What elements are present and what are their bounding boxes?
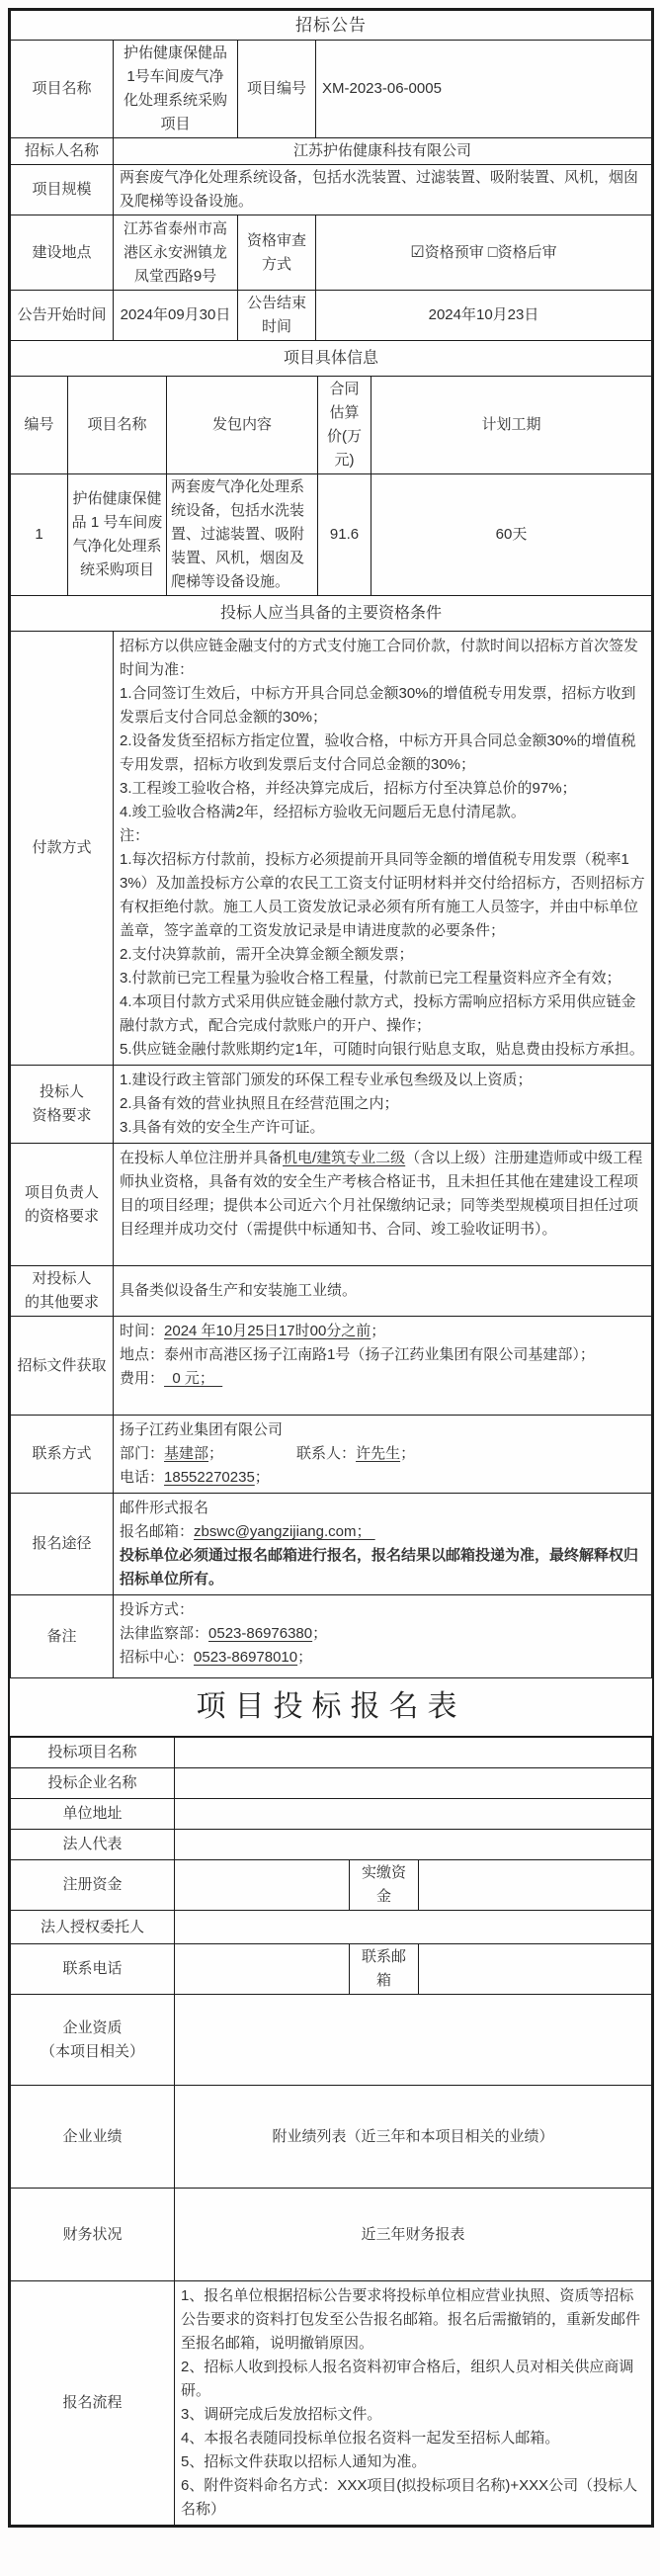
obtain-time-line: 时间：2024 年10月25日17时00分之前； — [120, 1323, 386, 1339]
tenderee-name-value: 江苏护佑健康科技有限公司 — [114, 138, 652, 165]
bidder-qualification-label: 投标人 资格要求 — [11, 1066, 114, 1144]
underlined-text: 2024 年10月25日17时00分之前 — [164, 1323, 371, 1339]
form-email-value — [419, 1944, 652, 1995]
obtain-address-line: 地点：泰州市高港区扬子江南路1号（扬子江药业集团有限公司基建部）； — [120, 1346, 595, 1363]
signup-email-line: 报名邮箱：zbswc@yangzijiang.com； — [120, 1523, 375, 1540]
tenderee-name-label: 招标人名称 — [11, 138, 114, 165]
payment-paragraph: 3.工程竣工验收合格，并经决算完成后，招标方付至决算总价的97%； — [120, 780, 577, 797]
document-obtain-label: 招标文件获取 — [11, 1317, 114, 1416]
announcement-title: 招标公告 — [11, 11, 652, 41]
project-scale-label: 项目规模 — [11, 165, 114, 215]
qualification-section-header: 投标人应当具备的主要资格条件 — [11, 596, 652, 632]
qualification-item: 1.建设行政主管部门颁发的环保工程专业承包叁级及以上资质； — [120, 1072, 533, 1088]
process-step: 3、调研完成后发放招标文件。 — [181, 2406, 382, 2423]
project-manager-qualification-label: 项目负责人 的资格要求 — [11, 1144, 114, 1266]
project-detail-table — [10, 376, 652, 596]
postqualification-option-label: 资格后审 — [497, 243, 557, 261]
announce-end-value: 2024年10月23日 — [316, 291, 652, 341]
form-performance-value: 附业绩列表（近三年和本项目相关的业绩） — [175, 2086, 652, 2189]
announce-start-value: 2024年09月30日 — [114, 291, 238, 341]
process-step: 2、招标人收到投标人报名资料初审合格后，组织人员对相关供应商调研。 — [181, 2359, 634, 2399]
form-finance-label: 财务状况 — [11, 2189, 175, 2281]
project-number-value: XM-2023-06-0005 — [316, 41, 652, 138]
table-row — [11, 474, 652, 596]
underlined-text: 基建部 — [164, 1445, 209, 1462]
form-legal-representative-value — [175, 1830, 652, 1860]
form-authorized-delegate-value — [175, 1911, 652, 1944]
table-row — [11, 1768, 652, 1799]
postqualification-checkbox-icon: □ — [487, 243, 498, 261]
table-row — [11, 165, 652, 215]
payment-paragraph: 招标方以供应链金融支付的方式支付施工合同价款，付款时间以招标方首次签发时间为准： — [120, 638, 639, 678]
signup-type-line: 邮件形式报名 — [120, 1500, 209, 1516]
detail-row-content: 两套废气净化处理系统设备，包括水洗装置、过滤装置、吸附装置、风机，烟囱及爬梯等设备设施。 — [167, 474, 318, 596]
table-row — [11, 1799, 652, 1830]
form-project-name-label: 投标项目名称 — [11, 1738, 175, 1768]
payment-paragraph: 4.竣工验收合格满2年，经招标方验收无问题后无息付清尾款。 — [120, 804, 526, 820]
phone-number: 18552270235 — [164, 1469, 255, 1486]
underlined-text: 许先生 — [356, 1445, 401, 1462]
detail-row-name: 护佑健康保健品 1 号车间废气净化处理系统采购项目 — [68, 474, 167, 596]
table-row — [11, 1860, 652, 1911]
form-address-label: 单位地址 — [11, 1799, 175, 1830]
project-manager-qualification-value: 在投标人单位注册并具备机电/建筑专业二级（含以上级）注册建造师或中级工程师执业资格，具备有效的安全生产考核合格证书，且未担任其他在建建设工程项目的项目经理；提供本公司近六个月社保缴纳记录；同等类型规模项目担任过项目经理并成功交付（需提供中标通知书、合同、竣工验收证明书）。 — [114, 1144, 652, 1266]
column-header-content: 发包内容 — [167, 377, 318, 474]
remark-value — [114, 1595, 652, 1678]
qualification-item: 2.具备有效的营业执照且在经营范围之内； — [120, 1095, 399, 1112]
announce-end-label: 公告结束时间 — [238, 291, 316, 341]
legal-dept-line: 法律监察部：0523-86976380； — [120, 1625, 328, 1642]
announce-start-label: 公告开始时间 — [11, 291, 114, 341]
table-row — [11, 2086, 652, 2189]
process-step: 4、本报名表随同投标单位报名资料一起发至招标人邮箱。 — [181, 2430, 560, 2447]
payment-method-value — [114, 632, 652, 1066]
table-row — [11, 138, 652, 165]
payment-paragraph: 2.设备发货至招标方指定位置，验收合格，中标方开具合同总金额30%的增值税专用发票，招标方收到发票后支付合同总金额的30%； — [120, 732, 636, 773]
contact-info-value — [114, 1416, 652, 1494]
table-row — [11, 2189, 652, 2281]
table-row — [11, 1995, 652, 2086]
detail-row-price: 91.6 — [318, 474, 371, 596]
table-row — [11, 1066, 652, 1144]
contact-info-label: 联系方式 — [11, 1416, 114, 1494]
table-row — [11, 291, 652, 341]
form-finance-value: 近三年财务报表 — [175, 2189, 652, 2281]
bid-center-line: 招标中心：0523-86978010； — [120, 1649, 313, 1666]
payment-paragraph: 2.支付决算款前，需开全决算金额全额发票； — [120, 946, 414, 963]
table-row — [11, 1738, 652, 1768]
prequalification-option-label: 资格预审 — [424, 243, 484, 261]
construction-site-value: 江苏省泰州市高港区永安洲镇龙凤堂西路9号 — [114, 215, 238, 291]
signup-channel-label: 报名途径 — [11, 1494, 114, 1595]
table-row — [11, 1416, 652, 1494]
form-process-label: 报名流程 — [11, 2281, 175, 2526]
table-row — [11, 2281, 652, 2526]
other-requirement-value: 具备类似设备生产和安装施工业绩。 — [114, 1266, 652, 1317]
table-row — [11, 1144, 652, 1266]
table-row — [11, 1494, 652, 1595]
qualification-review-value — [316, 215, 652, 291]
form-qualification-label: 企业资质 （本项目相关） — [11, 1995, 175, 2086]
table-row — [11, 1911, 652, 1944]
announcement-head-table — [10, 10, 652, 377]
column-header-name: 项目名称 — [68, 377, 167, 474]
payment-paragraph: 1.每次招标方付款前，投标方必须提前开具同等金额的增值税专用发票（税率13%）及加盖投标方公章的农民工工资支付证明材料并交付给招标方，否则招标方有权拒绝付款。施工人员工资发放记录必须有所有施工人员签字，并由中标单位盖章，签字盖章的工资发放记录是申请进度款的必要条件； — [120, 851, 645, 939]
payment-paragraph: 3.付款前已完工程量为验收合格工程量，付款前已完工程量资料应齐全有效； — [120, 970, 621, 987]
project-name-value: 护佑健康保健品 1号车间废气净化处理系统采购项目 — [114, 41, 238, 138]
form-performance-label: 企业业绩 — [11, 2086, 175, 2189]
column-header-no: 编号 — [11, 377, 68, 474]
table-row — [11, 41, 652, 138]
table-row — [11, 632, 652, 1066]
payment-paragraph: 4.本项目付款方式采用供应链金融付款方式，投标方需响应招标方采用供应链金融付款方式，配合完成付款账户的开户、操作； — [120, 993, 636, 1034]
table-row — [11, 1830, 652, 1860]
project-detail-section-header: 项目具体信息 — [11, 341, 652, 377]
form-qualification-value — [175, 1995, 652, 2086]
form-phone-value — [175, 1944, 350, 1995]
project-name-label: 项目名称 — [11, 41, 114, 138]
phone-number: 0523-86978010 — [194, 1649, 298, 1666]
qualification-table — [10, 595, 652, 1678]
column-header-price: 合同估算价(万元) — [318, 377, 371, 474]
process-step: 5、招标文件获取以招标人通知为准。 — [181, 2453, 427, 2470]
table-header-row — [11, 377, 652, 474]
other-requirement-label: 对投标人 的其他要求 — [11, 1266, 114, 1317]
column-header-duration: 计划工期 — [371, 377, 652, 474]
table-row — [11, 1595, 652, 1678]
payment-paragraph: 注： — [120, 827, 150, 844]
form-address-value — [175, 1799, 652, 1830]
remark-label: 备注 — [11, 1595, 114, 1678]
detail-row-no: 1 — [11, 474, 68, 596]
underlined-text: 0 元； — [164, 1370, 223, 1387]
bidding-announcement-document — [8, 8, 654, 2528]
form-registered-capital-label: 注册资金 — [11, 1860, 175, 1911]
signup-email-link[interactable]: zbswc@yangzijiang.com； — [194, 1523, 375, 1540]
construction-site-label: 建设地点 — [11, 215, 114, 291]
form-process-value — [175, 2281, 652, 2526]
form-paid-capital-label: 实缴资金 — [350, 1860, 419, 1911]
contact-phone-line: 电话：18552270235； — [120, 1469, 270, 1486]
form-company-name-label: 投标企业名称 — [11, 1768, 175, 1799]
table-row — [11, 1944, 652, 1995]
process-step: 6、附件资料命名方式：XXX项目(拟投标项目名称)+XXX公司（投标人名称） — [181, 2477, 638, 2518]
form-authorized-delegate-label: 法人授权委托人 — [11, 1911, 175, 1944]
signup-note-line: 投标单位必须通过报名邮箱进行报名，报名结果以邮箱投递为准，最终解释权归招标单位所有。 — [120, 1547, 639, 1588]
qualification-review-label: 资格审查方式 — [238, 215, 316, 291]
form-phone-label: 联系电话 — [11, 1944, 175, 1995]
signup-form-table — [10, 1737, 652, 2526]
table-row — [11, 215, 652, 291]
form-company-name-value — [175, 1768, 652, 1799]
form-email-label: 联系邮箱 — [350, 1944, 419, 1995]
payment-method-label: 付款方式 — [11, 632, 114, 1066]
project-scale-value: 两套废气净化处理系统设备，包括水洗装置、过滤装置、吸附装置、风机，烟囱及爬梯等设备设施。 — [114, 165, 652, 215]
form-project-name-value — [175, 1738, 652, 1768]
qualification-item: 3.具备有效的安全生产许可证。 — [120, 1119, 325, 1136]
form-registered-capital-value — [175, 1860, 350, 1911]
payment-paragraph: 1.合同签订生效后，中标方开具合同总金额30%的增值税专用发票，招标方收到发票后支付合同总金额的30%； — [120, 685, 636, 726]
process-step: 1、报名单位根据招标公告要求将投标单位相应营业执照、资质等招标公告要求的资料打包发至公告报名邮箱。报名后需撤销的，重新发邮件至报名邮箱，说明撤销原因。 — [181, 2287, 641, 2352]
prequalification-checkbox-icon: ☑ — [410, 243, 425, 261]
underlined-text: 机电/建筑专业二级 — [283, 1150, 406, 1166]
contact-dept-line: 部门：基建部； 联系人：许先生； — [120, 1445, 416, 1462]
signup-channel-value — [114, 1494, 652, 1595]
obtain-fee-line: 费用： 0 元； — [120, 1370, 223, 1387]
table-row — [11, 1317, 652, 1416]
contact-company-line: 扬子江药业集团有限公司 — [120, 1421, 284, 1438]
payment-paragraph: 5.供应链金融付款账期约定1年，可随时向银行贴息支取，贴息费由投标方承担。 — [120, 1041, 644, 1058]
table-row — [11, 1266, 652, 1317]
form-paid-capital-value — [419, 1860, 652, 1911]
complaint-line: 投诉方式： — [120, 1601, 195, 1618]
project-number-label: 项目编号 — [238, 41, 316, 138]
document-obtain-value — [114, 1317, 652, 1416]
detail-row-duration: 60天 — [371, 474, 652, 596]
form-legal-representative-label: 法人代表 — [11, 1830, 175, 1860]
bidder-qualification-value — [114, 1066, 652, 1144]
phone-number: 0523-86976380 — [208, 1625, 313, 1642]
signup-form-title: 项目投标报名表 — [10, 1677, 652, 1737]
